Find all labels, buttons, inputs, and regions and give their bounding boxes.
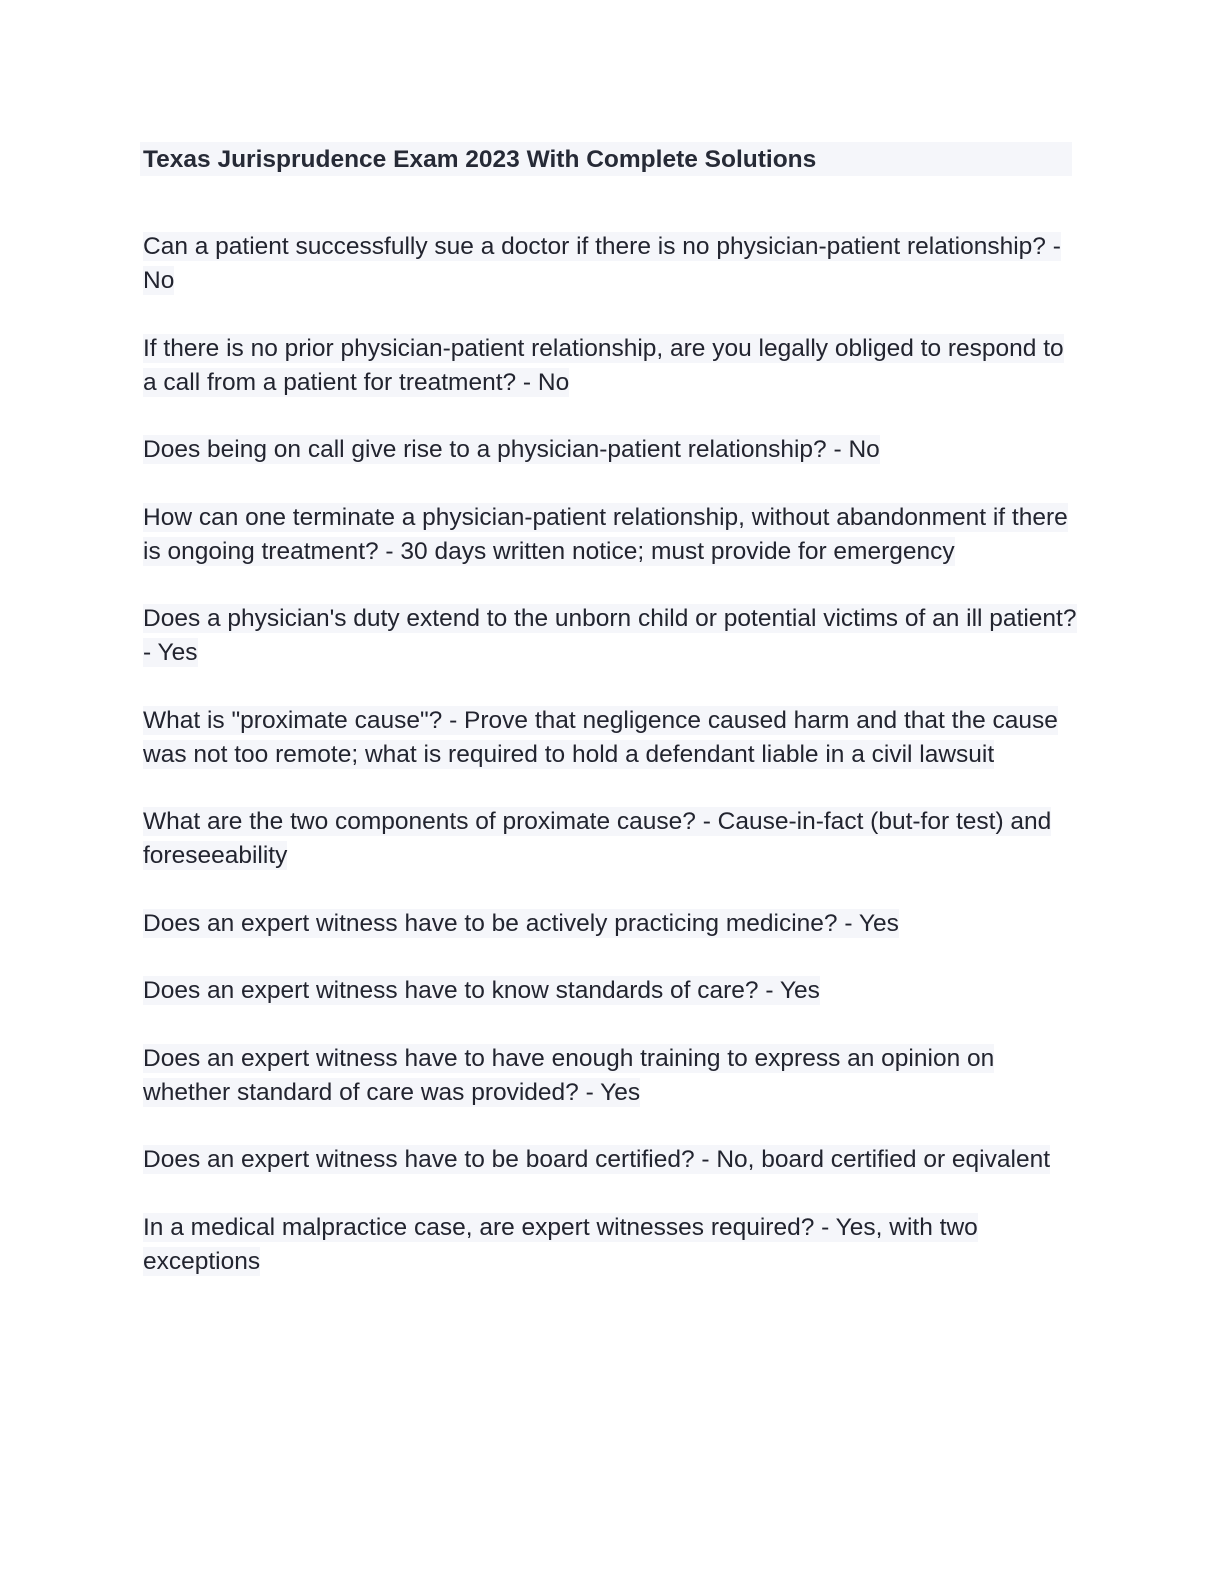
qa-text: Can a patient successfully sue a doctor if there is no physician-patient relationship? - No: [143, 233, 1061, 294]
qa-text: Does an expert witness have to be board certified? - No, board certified or eqivalent: [143, 1146, 1051, 1173]
qa-item: [143, 332, 1078, 400]
qa-item: [143, 907, 1078, 941]
qa-text: Does an expert witness have to know standards of care? - Yes: [143, 977, 820, 1004]
qa-text: What are the two components of proximate cause? - Cause-in-fact (but-for test) and foreseeability: [143, 808, 1052, 869]
qa-text: Does being on call give rise to a physician-patient relationship? - No: [143, 436, 880, 463]
qa-item: [143, 602, 1078, 670]
qa-item: [143, 1042, 1078, 1110]
qa-item: [143, 805, 1078, 873]
qa-text: If there is no prior physician-patient relationship, are you legally obliged to respond to a call from a patient for treatment? - No: [143, 334, 1064, 396]
qa-item: [143, 501, 1078, 569]
document-title: Texas Jurisprudence Exam 2023 With Complete Solutions: [143, 146, 817, 173]
qa-item: [143, 1211, 1078, 1279]
qa-text: Does an expert witness have to be actively practicing medicine? - Yes: [143, 909, 899, 937]
qa-item: [143, 974, 1078, 1008]
qa-text: Does a physician's duty extend to the unborn child or potential victims of an ill patient? - Yes: [143, 605, 1077, 666]
qa-text: In a medical malpractice case, are expert witnesses required? - Yes, with two exceptions: [143, 1213, 978, 1275]
qa-item: [143, 230, 1078, 298]
qa-item: [143, 433, 1078, 467]
qa-text: How can one terminate a physician-patient relationship, without abandonment if there is ongoing treatment? - 30 days written notice; must provide for emergency: [143, 503, 1068, 565]
qa-text: What is "proximate cause"? - Prove that negligence caused harm and that the cause was not too remote; what is required to hold a defendant liable in a civil lawsuit: [143, 706, 1058, 768]
qa-item: [143, 1143, 1078, 1177]
qa-text: Does an expert witness have to have enough training to express an opinion on whether standard of care was provided? - Yes: [143, 1044, 995, 1106]
qa-item: [143, 704, 1078, 772]
qa-list: [143, 230, 1078, 1312]
